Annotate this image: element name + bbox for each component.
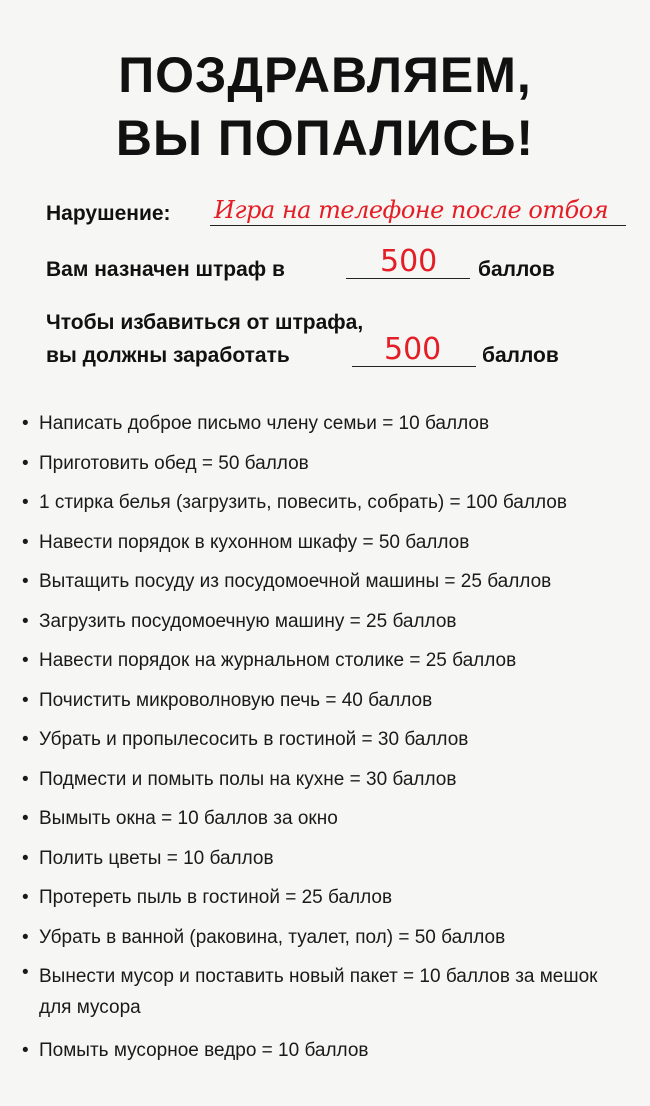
title-line-2: ВЫ ПОПАЛИСЬ! xyxy=(115,110,535,166)
bullet-icon: • xyxy=(22,413,29,434)
task-item: • Навести порядок на журнальном столике = 25 баллов xyxy=(22,650,517,671)
task-item: • Загрузить посудомоечную машину = 25 баллов xyxy=(22,610,457,632)
bullet-icon: • xyxy=(22,610,29,632)
task-item: • Вынести мусор и поставить новый пакет = 10 баллов за мешок для мусора xyxy=(22,962,598,1018)
bullet-icon: • xyxy=(22,768,29,790)
bullet-icon: • xyxy=(22,847,29,869)
task-item: • Почистить микроволновую печь = 40 баллов xyxy=(22,689,433,711)
bullet-icon: • xyxy=(22,729,29,750)
earn-handwritten-value: 500 xyxy=(384,332,442,367)
bullet-icon: • xyxy=(22,887,29,908)
bullet-icon: • xyxy=(22,808,29,829)
task-item: • Убрать и пропылесосить в гостиной = 30 баллов xyxy=(22,729,469,750)
violation-underline xyxy=(210,225,626,226)
bullet-icon: • xyxy=(22,1039,29,1061)
earn-line-1: Чтобы избавиться от штрафа, xyxy=(46,311,364,334)
bullet-icon: • xyxy=(22,571,29,592)
bullet-icon: • xyxy=(22,926,29,948)
task-list xyxy=(22,412,638,1078)
fine-label-before: Вам назначен штраф в xyxy=(46,258,285,281)
title-line-1: ПОЗДРАВЛЯЕМ, xyxy=(118,47,532,103)
task-item: • Убрать в ванной (раковина, туалет, пол) = 50 баллов xyxy=(22,926,506,948)
task-item: • Полить цветы = 10 баллов xyxy=(22,847,274,869)
task-item: • Подмести и помыть полы на кухне = 30 баллов xyxy=(22,768,457,790)
task-item: • Вытащить посуду из посудомоечной машины = 25 баллов xyxy=(22,571,552,592)
earn-label-after: баллов xyxy=(482,344,559,367)
bullet-icon: • xyxy=(22,962,29,983)
bullet-icon: • xyxy=(22,531,29,553)
task-item: • Помыть мусорное ведро = 10 баллов xyxy=(22,1039,369,1061)
bullet-icon: • xyxy=(22,689,29,711)
bullet-icon: • xyxy=(22,452,29,474)
fine-handwritten-value: 500 xyxy=(380,244,438,279)
violation-handwritten-value: Игра на телефоне после отбоя xyxy=(214,196,609,224)
task-item: • Навести порядок в кухонном шкафу = 50 баллов xyxy=(22,531,470,553)
violation-label: Нарушение: xyxy=(46,202,171,225)
bullet-icon: • xyxy=(22,650,29,671)
earn-label-before: вы должны заработать xyxy=(46,344,290,367)
task-item: • 1 стирка белья (загрузить, повесить, собрать) = 100 баллов xyxy=(22,492,567,513)
task-item: • Протереть пыль в гостиной = 25 баллов xyxy=(22,887,393,908)
task-item: • Приготовить обед = 50 баллов xyxy=(22,452,309,474)
fine-label-after: баллов xyxy=(478,258,555,281)
task-item: • Вымыть окна = 10 баллов за окно xyxy=(22,808,338,829)
bullet-icon: • xyxy=(22,492,29,513)
task-item: • Написать доброе письмо члену семьи = 10 баллов xyxy=(22,413,490,434)
